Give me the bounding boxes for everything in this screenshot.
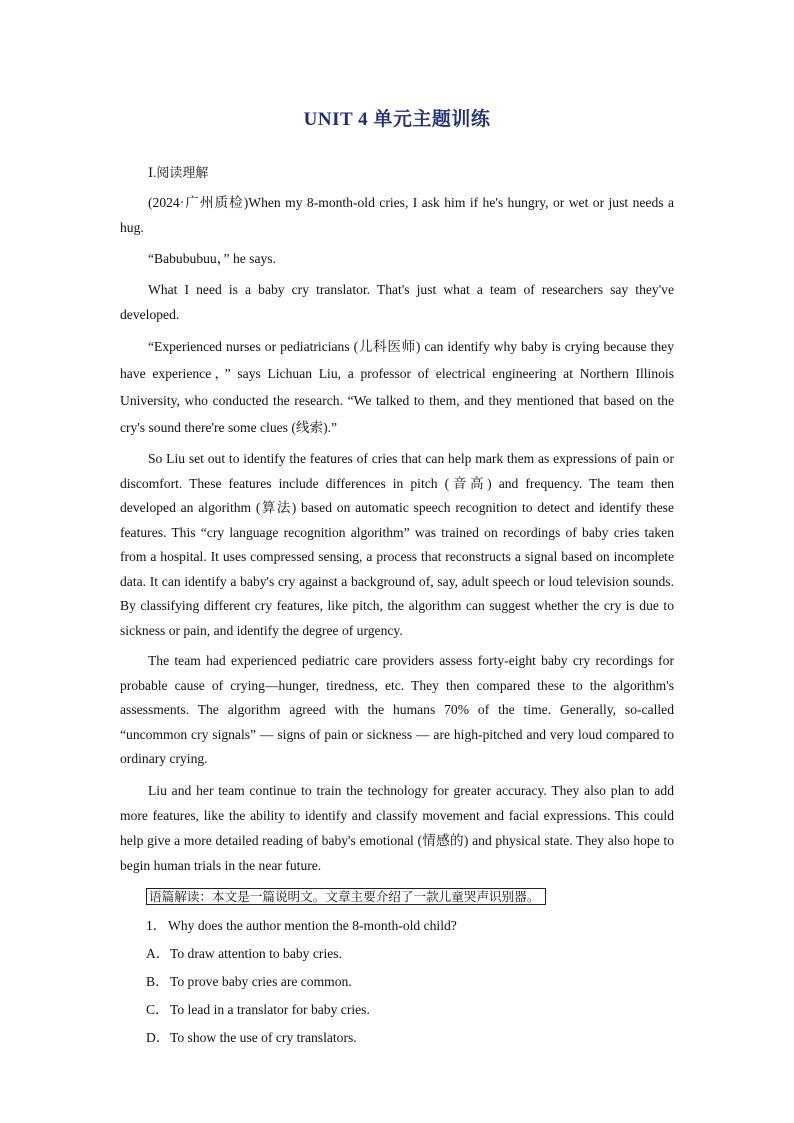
- paragraph-6: The team had experienced pediatric care providers assess forty-eight baby cry recordings for probable cause of crying—hunger, tiredness, etc. They then compared these to the algorithm's assessments. The algorithm agreed with the humans 70% of the time. Generally, so-called “uncommon cry signals” — signs of pain or sickness — are high-pitched and very loud compared to ordinary crying.: [120, 653, 674, 766]
- question-1: [146, 917, 674, 935]
- passage-summary-box: 语篇解读：本文是一篇说明文。文章主要介绍了一款儿童哭声识别器。: [146, 888, 546, 905]
- document-body: [120, 162, 674, 1057]
- option-letter: D．: [146, 1029, 170, 1045]
- paragraph-7: Liu and her team continue to train the technology for greater accuracy. They also plan to add more features, like the ability to identify and classify movement and facial expressions. This could help give a more detailed reading of baby's emotional (情感的) and physical state. They also hope to begin human trials in the near future.: [120, 782, 674, 873]
- option-b[interactable]: [146, 973, 674, 991]
- paragraph-3: What I need is a baby cry translator. That's just what a team of researchers say they've developed.: [120, 282, 674, 322]
- page-title: UNIT 4 单元主题训练: [303, 109, 491, 130]
- option-text: To lead in a translator for baby cries.: [170, 1001, 370, 1017]
- option-letter: B．: [146, 973, 169, 989]
- option-d[interactable]: [146, 1029, 674, 1047]
- option-letter: A．: [146, 945, 170, 961]
- paragraph-5: So Liu set out to identify the features of cries that can help mark them as expressions of pain or discomfort. These features include differences in pitch (音高) and frequency. The team then developed an algorithm (算法) based on automatic speech recognition to detect and identify these features. This “cry language recognition algorithm” was trained on recordings of baby cries taken from a hospital. It uses compressed sensing, a process that reconstructs a signal based on incomplete data. It can identify a baby's cry against a background of, say, adult speech or loud television sounds. By classifying different cry features, like pitch, the algorithm can suggest whether the cry is due to sickness or pain, and identify the degree of urgency.: [120, 451, 674, 638]
- question-number: 1．: [146, 917, 167, 933]
- option-a[interactable]: [146, 945, 674, 963]
- section-label: Ⅰ.阅读理解: [148, 165, 209, 180]
- question-text: Why does the author mention the 8-month-old child?: [168, 917, 457, 933]
- option-c[interactable]: [146, 1001, 674, 1019]
- paragraph-1: (2024·广州质检)When my 8-month-old cries, I ask him if he's hungry, or wet or just needs a hug.: [120, 195, 674, 235]
- option-text: To draw attention to baby cries.: [170, 945, 342, 961]
- option-letter: C．: [146, 1001, 169, 1017]
- option-text: To show the use of cry translators.: [170, 1029, 357, 1045]
- option-text: To prove baby cries are common.: [170, 973, 352, 989]
- paragraph-4: “Experienced nurses or pediatricians (儿科医师) can identify why baby is crying because they have experience，” says Lichuan Liu, a professor of electrical engineering at Northern Illinois University, who conducted the research. “We talked to them, and they mentioned that based on the cry's sound there're some clues (线索).”: [120, 339, 674, 435]
- paragraph-2: “Babububuu，” he says.: [148, 251, 276, 266]
